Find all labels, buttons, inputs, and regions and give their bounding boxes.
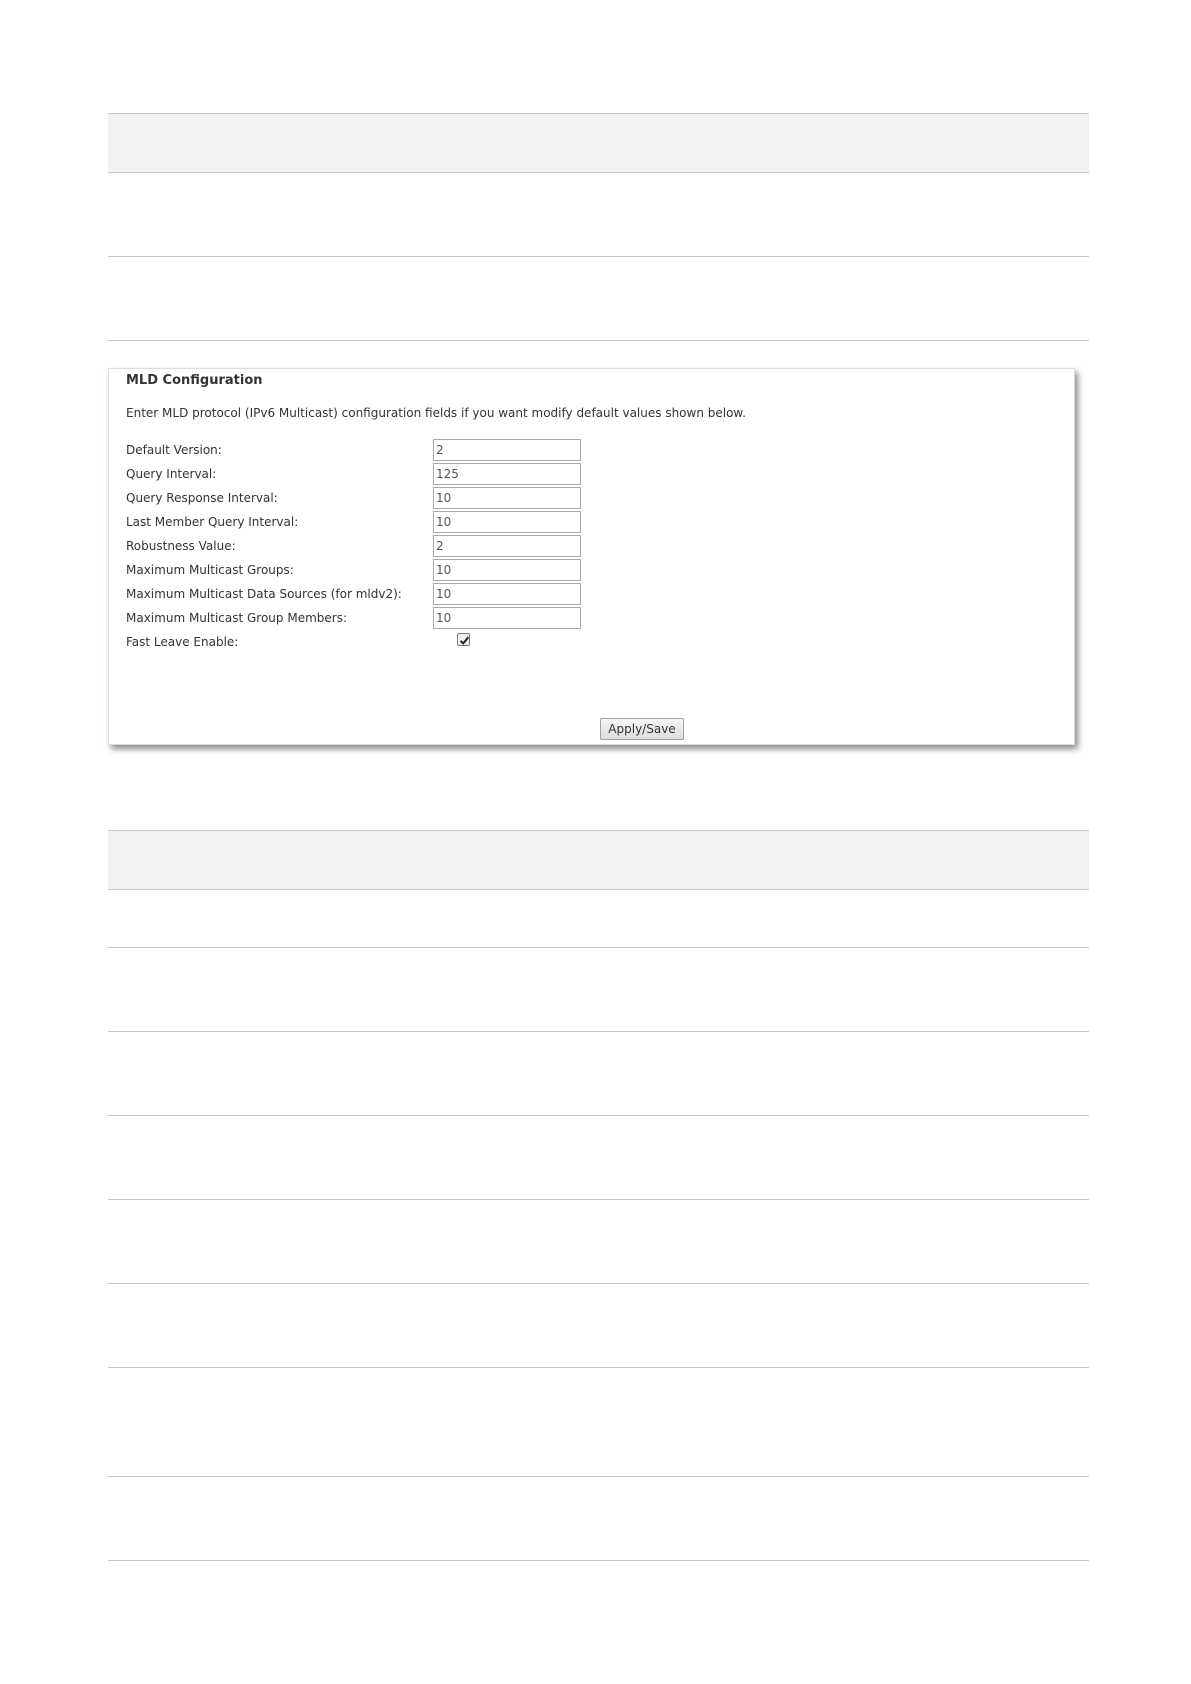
default-version-input[interactable] (433, 439, 581, 461)
apply-save-button[interactable]: Apply/Save (600, 718, 684, 740)
default-version-label: Default Version: (126, 443, 222, 457)
table-row (108, 1032, 1089, 1116)
max-multicast-group-members-label: Maximum Multicast Group Members: (126, 611, 347, 625)
checkmark-icon (458, 634, 471, 647)
last-member-query-interval-input[interactable] (433, 511, 581, 533)
fast-leave-label: Fast Leave Enable: (126, 635, 239, 649)
query-interval-input[interactable] (433, 463, 581, 485)
table-row (108, 890, 1089, 948)
max-multicast-groups-input[interactable] (433, 559, 581, 581)
table-row (108, 1284, 1089, 1368)
table-header-row (108, 113, 1089, 173)
mld-configuration-panel (108, 368, 1075, 745)
max-multicast-data-sources-input[interactable] (433, 583, 581, 605)
query-response-interval-label: Query Response Interval: (126, 491, 278, 505)
table-row (108, 173, 1089, 257)
form-row-robustness-value (126, 535, 746, 558)
max-multicast-groups-label: Maximum Multicast Groups: (126, 563, 294, 577)
table-row (108, 1477, 1089, 1561)
table-row (108, 1368, 1089, 1477)
last-member-query-interval-label: Last Member Query Interval: (126, 515, 299, 529)
form-row-max-multicast-groups (126, 559, 746, 582)
table-row (108, 948, 1089, 1032)
panel-title: MLD Configuration (126, 373, 263, 388)
top-empty-table (108, 113, 1089, 341)
table-row (108, 1200, 1089, 1284)
bottom-empty-table (108, 830, 1089, 1561)
panel-description: Enter MLD protocol (IPv6 Multicast) configuration fields if you want modify default values shown below. (126, 406, 746, 420)
table-header-row (108, 830, 1089, 890)
query-response-interval-input[interactable] (433, 487, 581, 509)
robustness-value-label: Robustness Value: (126, 539, 236, 553)
form-row-max-multicast-data-sources (126, 583, 746, 606)
table-row (108, 1116, 1089, 1200)
max-multicast-group-members-input[interactable] (433, 607, 581, 629)
form-row-fast-leave (126, 631, 746, 654)
form-row-query-response-interval (126, 487, 746, 510)
robustness-value-input[interactable] (433, 535, 581, 557)
query-interval-label: Query Interval: (126, 467, 217, 481)
form-row-max-multicast-group-members (126, 607, 746, 630)
form-row-last-member-query-interval (126, 511, 746, 534)
form-row-default-version (126, 439, 746, 462)
fast-leave-checkbox[interactable] (457, 633, 470, 646)
form-row-query-interval (126, 463, 746, 486)
max-multicast-data-sources-label: Maximum Multicast Data Sources (for mldv2): (126, 587, 402, 601)
table-row (108, 257, 1089, 341)
